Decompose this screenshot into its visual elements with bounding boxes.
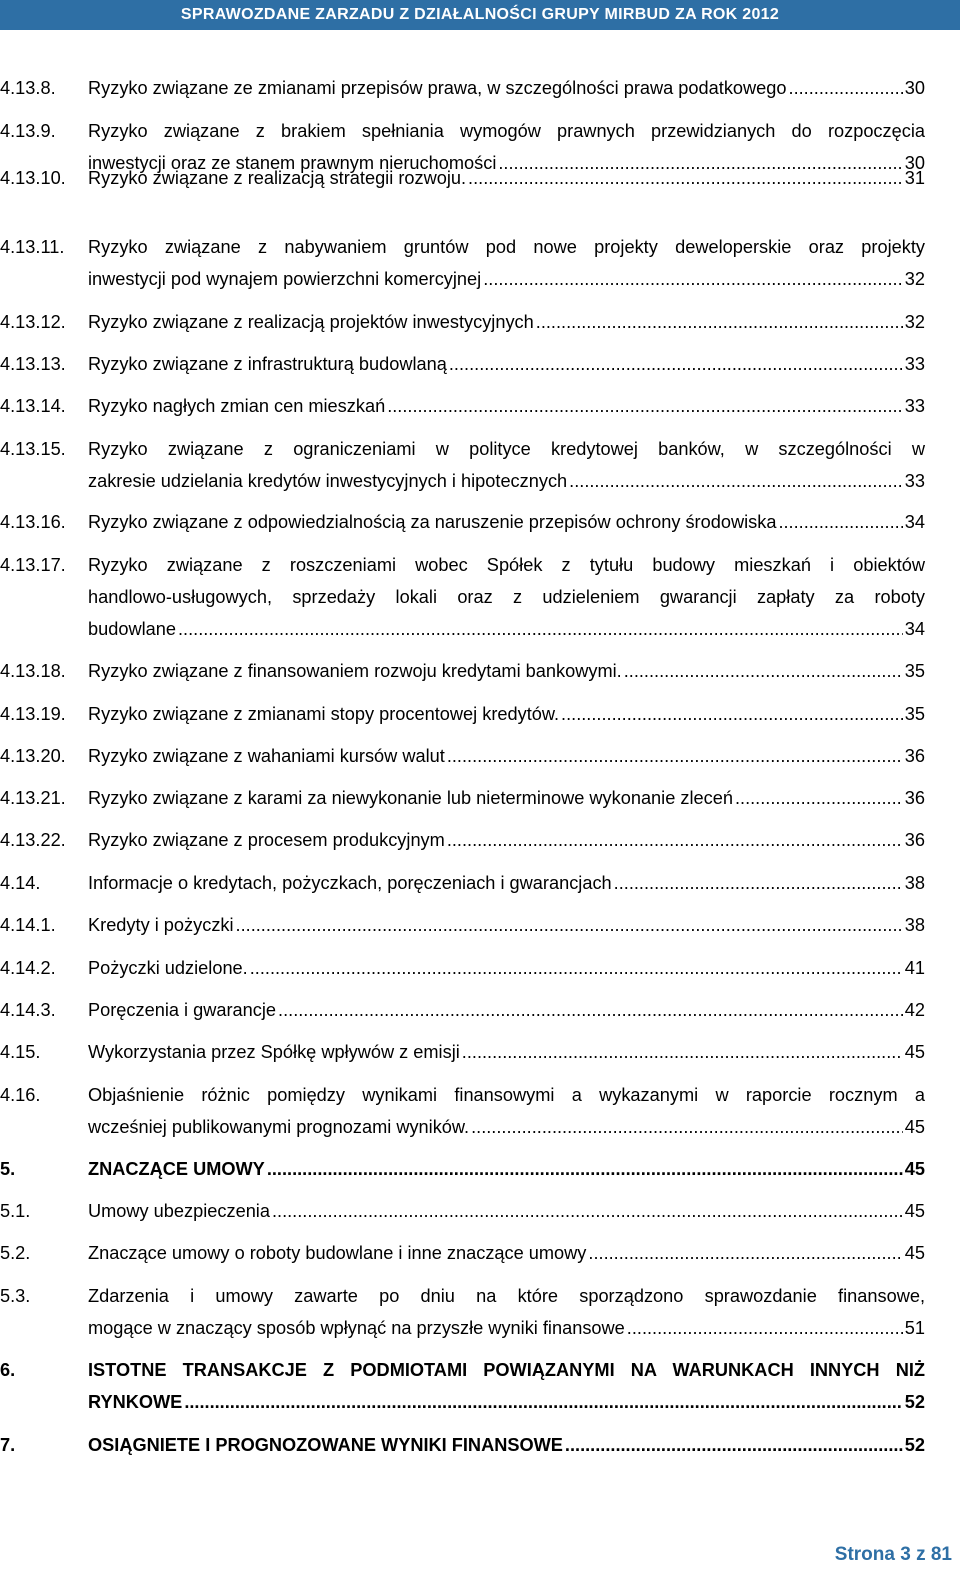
toc-number: 4.14.1.	[0, 915, 56, 935]
toc-text	[88, 1036, 925, 1068]
toc-entry[interactable]	[0, 909, 925, 941]
toc-text	[88, 162, 925, 194]
toc-text	[88, 1237, 925, 1269]
toc-leader-dots	[561, 698, 903, 730]
toc-line	[0, 433, 925, 465]
toc-number: 4.15.	[0, 1042, 41, 1062]
toc-title: Ryzyko związane z wahaniami kursów walut	[88, 746, 445, 766]
toc-text	[88, 952, 925, 984]
toc-title: Ryzyko związane z finansowaniem rozwoju kredytami bankowymi.	[88, 661, 622, 681]
toc-title: Ryzyko związane z procesem produkcyjnym	[88, 830, 445, 850]
toc-title: wcześniej publikowanymi prognozami wyników.	[88, 1117, 470, 1137]
toc-entry[interactable]	[0, 1079, 925, 1143]
toc-text	[88, 506, 925, 538]
toc-leader-dots	[387, 390, 903, 422]
toc-leader-dots	[735, 782, 903, 814]
toc-text	[88, 613, 925, 645]
toc-line	[0, 348, 925, 380]
toc-leader-dots	[267, 1153, 903, 1185]
toc-line	[0, 1312, 925, 1344]
toc-line	[0, 909, 925, 941]
toc-page-number: 38	[904, 915, 925, 935]
toc-entry[interactable]	[0, 994, 925, 1026]
toc-number: 7.	[0, 1435, 16, 1455]
toc-number: 4.13.19.	[0, 704, 66, 724]
toc-page-number: 45	[904, 1201, 925, 1221]
toc-title: Ryzyko związane z infrastrukturą budowlaną	[88, 354, 447, 374]
toc-line	[0, 162, 925, 194]
toc-leader-dots	[565, 1429, 903, 1461]
toc-text	[88, 909, 925, 941]
toc-page-number: 32	[904, 312, 925, 332]
toc-entry[interactable]	[0, 1280, 925, 1344]
toc-text	[88, 740, 925, 772]
toc-title: Ryzyko związane z brakiem spełniania wymogów prawnych przewidzianych do rozpoczęcia	[88, 121, 925, 141]
toc-text	[88, 348, 925, 380]
toc-entry[interactable]	[0, 1153, 925, 1185]
toc-page-number: 51	[904, 1318, 925, 1338]
toc-title: Ryzyko związane z ograniczeniami w polityce kredytowej banków, w szczególności w	[88, 439, 925, 459]
toc-entry[interactable]	[0, 867, 925, 899]
toc-line	[0, 263, 925, 295]
toc-number: 4.13.15.	[0, 439, 66, 459]
toc-title: Ryzyko związane z odpowiedzialnością za naruszenie przepisów ochrony środowiska	[88, 512, 777, 532]
toc-text	[88, 867, 925, 899]
toc-line	[0, 867, 925, 899]
toc-number: 4.14.3.	[0, 1000, 56, 1020]
toc-text	[88, 655, 925, 687]
toc-line	[0, 306, 925, 338]
toc-text	[88, 1153, 925, 1185]
toc-line	[0, 1111, 925, 1143]
toc-title: Ryzyko nagłych zmian cen mieszkań	[88, 396, 386, 416]
toc-title: Ryzyko związane z realizacją projektów inwestycyjnych	[88, 312, 534, 332]
toc-page-number: 45	[904, 1042, 925, 1062]
toc-entry[interactable]	[0, 1237, 925, 1269]
toc-page-number: 31	[904, 168, 925, 188]
toc-leader-dots	[178, 613, 903, 645]
toc-title: zakresie udzielania kredytów inwestycyjnych i hipotecznych	[88, 471, 568, 491]
toc-title: Ryzyko związane z realizacją strategii rozwoju.	[88, 168, 467, 188]
toc-title: Ryzyko związane z karami za niewykonanie lub nieterminowe wykonanie zleceń	[88, 788, 733, 808]
toc-number: 4.13.9.	[0, 121, 56, 141]
toc-text	[88, 465, 925, 497]
toc-number: 4.13.16.	[0, 512, 66, 532]
toc-text	[88, 263, 925, 295]
toc-entry[interactable]	[0, 698, 925, 730]
toc-number: 4.13.8.	[0, 78, 56, 98]
toc-title: ISTOTNE TRANSAKCJE Z PODMIOTAMI POWIĄZANYMI NA WARUNKACH INNYCH NIŻ	[88, 1360, 925, 1380]
toc-line	[0, 740, 925, 772]
toc-text	[88, 549, 925, 581]
toc-entry[interactable]	[0, 348, 925, 380]
toc-number: 4.13.12.	[0, 312, 66, 332]
toc-leader-dots	[471, 1111, 903, 1143]
toc-number: 4.13.20.	[0, 746, 66, 766]
toc-title: Ryzyko związane z nabywaniem gruntów pod nowe projekty deweloperskie oraz projekty	[88, 237, 925, 257]
toc-leader-dots	[447, 740, 903, 772]
toc-leader-dots	[778, 506, 902, 538]
toc-page-number: 42	[904, 1000, 925, 1020]
toc-number: 4.13.22.	[0, 830, 66, 850]
toc-leader-dots	[789, 72, 903, 104]
toc-leader-dots	[483, 263, 903, 295]
toc-text	[88, 1429, 925, 1461]
toc-text	[88, 1280, 925, 1312]
toc-line	[0, 1280, 925, 1312]
toc-leader-dots	[184, 1386, 902, 1418]
toc-leader-dots	[447, 824, 903, 856]
toc-entry[interactable]	[0, 740, 925, 772]
toc-line	[0, 581, 925, 613]
toc-text	[88, 1111, 925, 1143]
toc-page-number: 45	[904, 1243, 925, 1263]
toc-line	[0, 824, 925, 856]
toc-leader-dots	[278, 994, 903, 1026]
toc-page-number: 30	[904, 78, 925, 98]
toc-number: 4.14.	[0, 873, 41, 893]
toc-page-number: 33	[904, 354, 925, 374]
toc-number: 5.3.	[0, 1286, 31, 1306]
toc-number: 4.13.18.	[0, 661, 66, 681]
toc-line	[0, 698, 925, 730]
toc-number: 5.	[0, 1159, 16, 1179]
toc-leader-dots	[250, 952, 903, 984]
toc-page-number: 33	[904, 396, 925, 416]
toc-line	[0, 952, 925, 984]
toc-title: Zdarzenia i umowy zawarte po dniu na które sporządzono sprawozdanie finansowe,	[88, 1286, 925, 1306]
toc-title: Ryzyko związane ze zmianami przepisów prawa, w szczególności prawa podatkowego	[88, 78, 787, 98]
toc-line	[0, 506, 925, 538]
toc-number: 4.13.13.	[0, 354, 66, 374]
toc-leader-dots	[614, 867, 903, 899]
toc-entry[interactable]	[0, 162, 925, 194]
toc-page-number: 36	[904, 788, 925, 808]
toc-entry[interactable]	[0, 72, 925, 104]
toc-title: ZNACZĄCE UMOWY	[88, 1159, 265, 1179]
toc-text	[88, 1312, 925, 1344]
toc-leader-dots	[449, 348, 903, 380]
toc-text	[88, 1354, 925, 1386]
toc-title: budowlane	[88, 619, 176, 639]
toc-entry[interactable]	[0, 549, 925, 645]
toc-number: 4.13.17.	[0, 555, 66, 575]
toc-title: handlowo-usługowych, sprzedaży lokali oraz z udzieleniem gwarancji zapłaty za roboty	[88, 587, 925, 607]
toc-entry[interactable]	[0, 1036, 925, 1068]
toc-line	[0, 465, 925, 497]
toc-text	[88, 698, 925, 730]
toc-page-number: 34	[904, 619, 925, 639]
toc-line	[0, 1153, 925, 1185]
toc-leader-dots	[588, 1237, 902, 1269]
toc-text	[88, 433, 925, 465]
toc-entry[interactable]	[0, 655, 925, 687]
toc-line	[0, 1237, 925, 1269]
toc-text	[88, 581, 925, 613]
toc-line	[0, 115, 925, 147]
toc-number: 5.2.	[0, 1243, 31, 1263]
toc-leader-dots	[462, 1036, 903, 1068]
toc-title: Pożyczki udzielone.	[88, 958, 248, 978]
toc-number: 4.13.14.	[0, 396, 66, 416]
toc-title: inwestycji pod wynajem powierzchni komercyjnej	[88, 269, 482, 289]
toc-title: Ryzyko związane z zmianami stopy procentowej kredytów.	[88, 704, 560, 724]
toc-number: 4.16.	[0, 1085, 41, 1105]
page-number: Strona 3 z 81	[834, 1544, 952, 1565]
toc-line	[0, 231, 925, 263]
toc-entry[interactable]	[0, 506, 925, 538]
toc-line	[0, 549, 925, 581]
toc-page-number: 36	[904, 830, 925, 850]
toc-line	[0, 1386, 925, 1418]
toc-page-number: 35	[904, 661, 925, 681]
toc-title: Znaczące umowy o roboty budowlane i inne znaczące umowy	[88, 1243, 587, 1263]
toc-title: OSIĄGNIETE I PROGNOZOWANE WYNIKI FINANSOWE	[88, 1435, 563, 1455]
toc-text	[88, 782, 925, 814]
toc-number: 5.1.	[0, 1201, 31, 1221]
toc-title: Umowy ubezpieczenia	[88, 1201, 270, 1221]
toc-title: RYNKOWE	[88, 1392, 183, 1412]
toc-text	[88, 1386, 925, 1418]
toc-text	[88, 306, 925, 338]
toc-text	[88, 390, 925, 422]
toc-line	[0, 1429, 925, 1461]
toc-line	[0, 1036, 925, 1068]
toc-page-number: 41	[904, 958, 925, 978]
toc-page-number: 52	[904, 1435, 925, 1455]
toc-page-number: 52	[904, 1392, 925, 1412]
toc-line	[0, 655, 925, 687]
toc-leader-dots	[627, 1312, 903, 1344]
toc-page-number: 30	[904, 153, 925, 173]
toc-page-number: 45	[904, 1117, 925, 1137]
toc-entry[interactable]	[0, 306, 925, 338]
toc-line	[0, 613, 925, 645]
toc-line	[0, 782, 925, 814]
toc-page-number: 35	[904, 704, 925, 724]
toc-number: 4.14.2.	[0, 958, 56, 978]
toc-entry[interactable]	[0, 231, 925, 295]
toc-entry[interactable]	[0, 782, 925, 814]
toc-number: 4.13.10.	[0, 168, 66, 188]
toc-number: 4.13.11.	[0, 237, 65, 257]
toc-number: 4.13.21.	[0, 788, 66, 808]
toc-title: Poręczenia i gwarancje	[88, 1000, 277, 1020]
toc-page-number: 36	[904, 746, 925, 766]
toc-page-number: 32	[904, 269, 925, 289]
toc-line	[0, 1079, 925, 1111]
toc-line	[0, 994, 925, 1026]
toc-entry[interactable]	[0, 433, 925, 497]
toc-text	[88, 231, 925, 263]
toc-title: mogące w znaczący sposób wpłynąć na przyszłe wyniki finansowe	[88, 1318, 625, 1338]
toc-text	[88, 1195, 925, 1227]
toc-leader-dots	[536, 306, 903, 338]
toc-leader-dots	[272, 1195, 903, 1227]
toc-title: Wykorzystania przez Spółkę wpływów z emisji	[88, 1042, 460, 1062]
toc-entry[interactable]	[0, 952, 925, 984]
toc-leader-dots	[624, 655, 903, 687]
toc-page-number: 34	[904, 512, 925, 532]
toc-title: inwestycji oraz ze stanem prawnym nieruchomości	[88, 153, 497, 173]
toc-page-number: 45	[904, 1159, 925, 1179]
toc-leader-dots	[236, 909, 903, 941]
toc-line	[0, 390, 925, 422]
toc-title: Objaśnienie różnic pomiędzy wynikami finansowymi a wykazanymi w raporcie rocznym a	[88, 1085, 925, 1105]
toc-number: 6.	[0, 1360, 16, 1380]
toc-page-number: 38	[904, 873, 925, 893]
toc-entry[interactable]	[0, 824, 925, 856]
toc-text	[88, 994, 925, 1026]
toc-text	[88, 72, 925, 104]
toc-title: Informacje o kredytach, pożyczkach, poręczeniach i gwarancjach	[88, 873, 612, 893]
toc-text	[88, 824, 925, 856]
toc-line	[0, 72, 925, 104]
toc-leader-dots	[569, 465, 903, 497]
toc-leader-dots	[468, 162, 903, 194]
toc-entry[interactable]	[0, 1195, 925, 1227]
toc-title: Ryzyko związane z roszczeniami wobec Spółek z tytułu budowy mieszkań i obiektów	[88, 555, 925, 575]
report-header: SPRAWOZDANE ZARZADU Z DZIAŁALNOŚCI GRUPY MIRBUD ZA ROK 2012	[0, 0, 960, 30]
toc-line	[0, 1195, 925, 1227]
toc-text	[88, 1079, 925, 1111]
toc-entry[interactable]	[0, 1354, 925, 1418]
toc-entry[interactable]	[0, 1429, 925, 1461]
toc-line	[0, 1354, 925, 1386]
toc-page-number: 33	[904, 471, 925, 491]
toc-title: Kredyty i pożyczki	[88, 915, 234, 935]
toc-text	[88, 115, 925, 147]
toc-entry[interactable]	[0, 390, 925, 422]
